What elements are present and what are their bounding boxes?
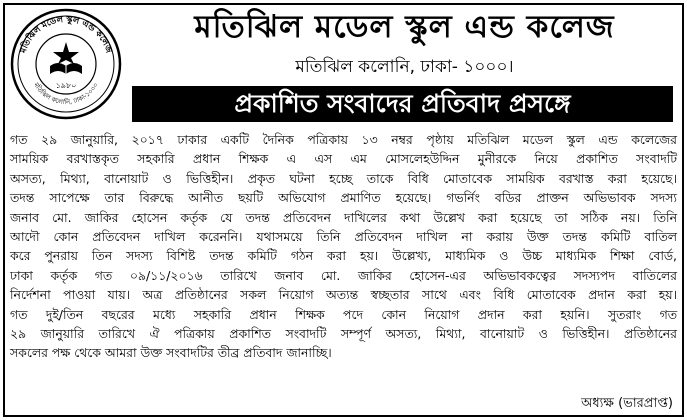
signature-designation: অধ্যক্ষ (ভারপ্রাপ্ত)	[573, 394, 673, 413]
body-line: গত দুই/তিন বছরের মধ্যে সহকারি প্রধান শিক্ষক পদে কোন নিয়োগ প্রদান করা হয়নি। সুতরাং গত	[10, 306, 677, 322]
body-line: করে পুনরায় তিন সদস্য বিশিষ্ট তদন্ত কমিটি গঠন করা হয়। উল্লেখ্য, মাধ্যমিক ও উচ্চ মাধ্যমিক শিক্ষা বোর্ড,	[10, 248, 677, 264]
body-line: তদন্ত সাপেক্ষে তার বিরুদ্ধে আনীত ছয়টি অভিযোগ প্রমাণিত হয়েছে। গভর্নিং বডির প্রাক্তন অভিভাবক সদস্য	[10, 190, 677, 206]
body-line: ঢাকা কর্তৃক গত ০৯/১১/২০১৬ তারিখে জনাব মো. জাকির হোসেন-এর অভিভাবকত্বের সদস্যপদ বাতিলের	[10, 267, 677, 283]
notice-body	[10, 130, 677, 363]
body-line: অসত্য, মিথ্যা, বানোয়াট ও ভিত্তিহীন। প্রকৃত ঘটনা হচ্ছে তাকে বিধি মোতাবেক সাময়িক বরখাস্ত করা হয়েছে।	[10, 170, 677, 186]
body-line: আদৌ কোন প্রতিবেদন দাখিল করেননি। যথাসময়ে তিনি প্রতিবেদন দাখিল না করায় উক্ত তদন্ত কমিটি বাতিল	[10, 229, 677, 245]
body-line: গত ২৯ জানুয়ারি, ২০১৭ ঢাকার একটি দৈনিক পত্রিকায় ১৩ নম্বর পৃষ্ঠায় মতিঝিল মডেল স্কুল এন্ড কলেজের	[10, 132, 677, 147]
school-seal-icon	[10, 8, 122, 120]
body-line: নির্দেশনা পাওয়া যায়। অত্র প্রতিষ্ঠানের সকল নিয়োগ অত্যন্ত স্বচ্ছতার সাথে এবং বিধি মোতাবেক প্রদান করা হয়।	[10, 287, 677, 303]
seal-year: ১৯৮০	[55, 81, 77, 90]
notice-title-banner: প্রকাশিত সংবাদের প্রতিবাদ প্রসঙ্গে	[132, 86, 673, 122]
school-address: মতিঝিল কলোনি, ঢাকা- ১০০০।	[295, 57, 514, 77]
body-line: ২৯ জানুয়ারি তারিখে ঐ পত্রিকায় প্রকাশিত সংবাদটি সম্পূর্ণ অসত্য, মিথ্যা, বানোয়াট ও ভিত্তিহীন। প্রতিষ্ঠানের	[10, 326, 677, 342]
body-line: সাময়িক বরখাস্তকৃত সহকারি প্রধান শিক্ষক এ এস এম মোসলেহউদ্দিন মুনীরকে নিয়ে প্রকাশিত সংবাদটি	[10, 151, 677, 167]
school-name: মতিঝিল মডেল স্কুল এন্ড কলেজ	[194, 9, 615, 45]
body-line: জনাব মো. জাকির হোসেন কর্তৃক যে তদন্ত প্রতিবেদন দাখিলের কথা উল্লেখ করা হয়েছে তা সঠিক নয়। তিনি	[10, 209, 677, 225]
seal-bottom-text-path: মতিঝিল কলোনি, ঢাকা-১০০০	[32, 81, 100, 107]
seal-ring-text-path: মতিঝিল মডেল স্কুল এন্ড কলেজ	[18, 14, 114, 55]
body-line: সকলের পক্ষ থেকে আমরা উক্ত সংবাদটির তীব্র প্রতিবাদ জানাচ্ছি।	[10, 345, 332, 361]
